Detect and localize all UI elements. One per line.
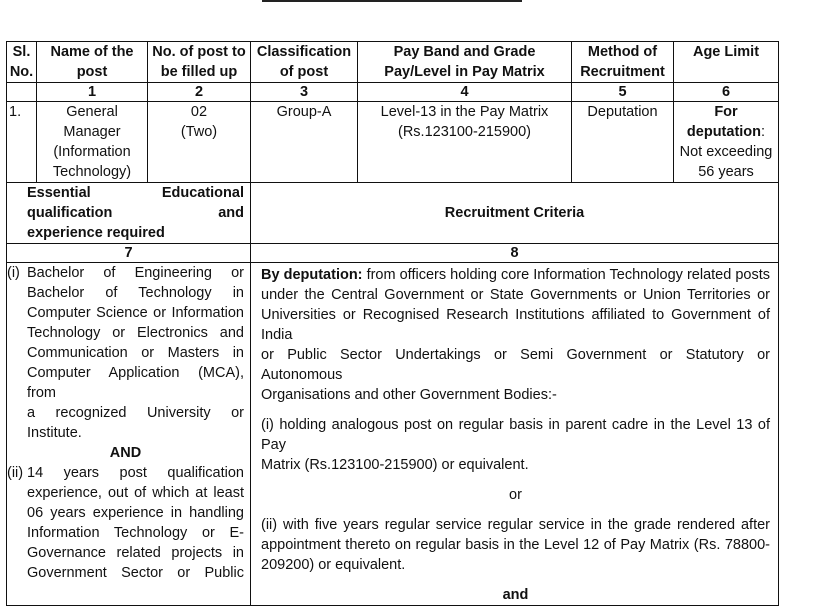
row-post-name (37, 102, 148, 183)
qualification-item (7, 263, 244, 443)
qualification-header (7, 183, 251, 244)
post-name-line: (Information (53, 144, 131, 160)
or-connector: or (509, 487, 522, 503)
qual-line: Technology or Electronics and (27, 325, 244, 341)
row-age-limit (674, 102, 779, 183)
qualification-text (27, 263, 244, 443)
criteria-line: appointment thereto on regular basis in the Level 12 of Pay Matrix (Rs. 78800- (261, 537, 770, 553)
column-number: 4 (358, 83, 572, 102)
criteria-header: Recruitment Criteria (251, 183, 779, 244)
header-name: Name of the post (37, 42, 148, 83)
column-number: 7 (7, 244, 251, 263)
criteria-line: (ii) with five years regular service regular service in the grade rendered after (261, 517, 770, 533)
pay-line: Level-13 in the Pay Matrix (380, 104, 549, 120)
qual-header-line (27, 203, 244, 223)
qual-header-line: experience required (27, 225, 165, 241)
header-age: Age Limit (674, 42, 779, 83)
header-row (7, 42, 779, 83)
criteria-line: or Public Sector Undertakings or Semi Government or Statutory or Autonomous (261, 347, 770, 383)
qual-line: a recognized University or (27, 405, 244, 421)
column-number: 1 (37, 83, 148, 102)
row-classification: Group-A (251, 102, 358, 183)
item-marker: (i) (7, 265, 20, 281)
criteria-line: under the Central Government or State Governments or Union Territories or (261, 287, 770, 303)
qual-line: Bachelor of Technology in (27, 285, 244, 301)
column-number: 8 (251, 244, 779, 263)
recruitment-table (6, 41, 779, 606)
post-row (7, 102, 779, 183)
row-posts (148, 102, 251, 183)
qualification-text (27, 463, 244, 583)
column-number-row (7, 83, 779, 102)
criteria-line: Organisations and other Government Bodies:- (261, 387, 557, 403)
qual-line: Computer Application (MCA), from (27, 365, 244, 401)
details-row (7, 263, 779, 606)
header-pay: Pay Band and Grade Pay/Level in Pay Matrix (358, 42, 572, 83)
header-sl: Sl. No. (7, 42, 37, 83)
qual-header-word: Educational (161, 185, 244, 201)
header-method: Method of Recruitment (572, 42, 674, 83)
qual-line: Governance related projects in (27, 545, 244, 561)
header-posts: No. of post to be filled up (148, 42, 251, 83)
age-value: 56 years (698, 164, 754, 180)
qual-line: Bachelor of Engineering or (27, 265, 244, 281)
qual-header-word: Essential (27, 185, 91, 201)
qual-line: Information Technology or E- (27, 525, 244, 541)
qual-header-line (27, 183, 244, 203)
criteria-line: (i) holding analogous post on regular basis in parent cadre in the Level 13 of Pay (261, 417, 770, 453)
qualification-item (7, 463, 244, 583)
age-label-line (676, 122, 776, 142)
and-connector: and (502, 587, 529, 603)
column-number: 6 (674, 83, 779, 102)
qualification-cell (7, 263, 251, 606)
pay-line: (Rs.123100-215900) (397, 124, 531, 140)
and-connector: AND (109, 445, 142, 461)
deputation-lead: By deputation: (261, 267, 363, 283)
qual-line: experience, out of which at least (27, 485, 244, 501)
column-number-row-2 (7, 244, 779, 263)
posts-line: (Two) (180, 124, 218, 140)
row-method: Deputation (572, 102, 674, 183)
criteria-line (261, 265, 770, 285)
age-label: For (714, 104, 738, 120)
header-classification: Classification of post (251, 42, 358, 83)
post-name-line: Technology) (52, 164, 132, 180)
age-value: Not exceeding (679, 144, 773, 160)
column-number: 5 (572, 83, 674, 102)
criteria-line: Matrix (Rs.123100-215900) or equivalent. (261, 457, 529, 473)
qual-header-word: and (218, 205, 244, 221)
post-name-line: Manager (63, 124, 121, 140)
qual-line: Computer Science or Information (27, 305, 244, 321)
row-pay (358, 102, 572, 183)
age-colon: : (761, 124, 766, 140)
post-name-line: General (66, 104, 118, 120)
criteria-line: 209200) or equivalent. (261, 557, 406, 573)
qual-line: Government Sector or Public (27, 565, 244, 581)
criteria-line: Universities or Recognised Research Institutions affiliated to Government of India (261, 307, 770, 343)
top-rule (262, 0, 522, 2)
criteria-cell (251, 263, 779, 606)
qual-line: 14 years post qualification (27, 465, 244, 481)
qual-line: 06 years experience in handling (27, 505, 244, 521)
column-number (7, 83, 37, 102)
qual-line: Communication or Masters in (27, 345, 244, 361)
column-number: 2 (148, 83, 251, 102)
item-marker: (ii) (7, 465, 24, 481)
row-sl: 1. (7, 102, 37, 183)
qual-line: Institute. (27, 425, 82, 441)
age-label: deputation (686, 124, 762, 140)
section-header-row (7, 183, 779, 244)
posts-line: 02 (190, 104, 208, 120)
criteria-text: from officers holding core Information Technology related posts (362, 267, 770, 283)
qual-header-word: qualification (27, 205, 113, 221)
column-number: 3 (251, 83, 358, 102)
